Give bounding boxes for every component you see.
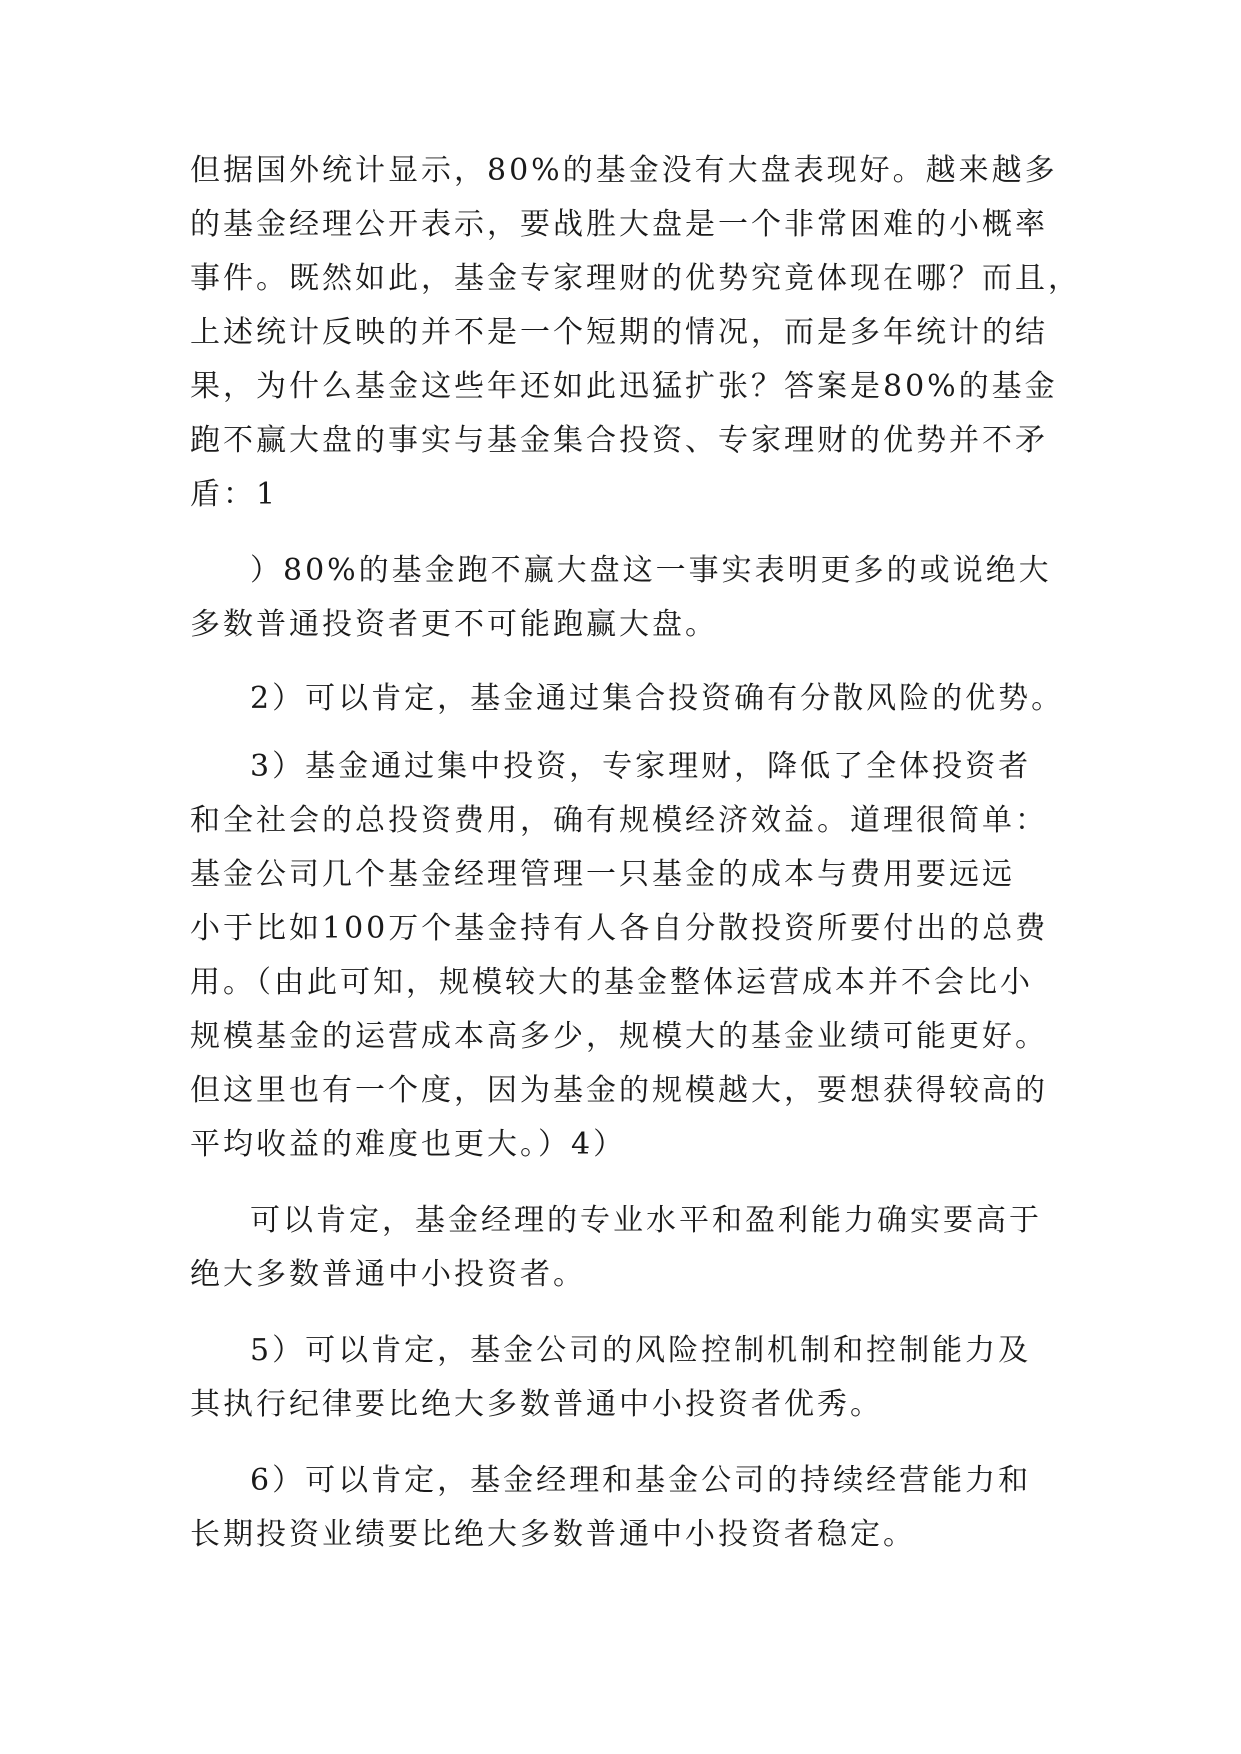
text-line: 的基金经理公开表示，要战胜大盘是一个非常困难的小概率 bbox=[190, 207, 1048, 242]
text-line: ）80%的基金跑不赢大盘这一事实表明更多的或说绝大 bbox=[250, 553, 1052, 588]
text-line: 2）可以肯定，基金通过集合投资确有分散风险的优势。 bbox=[250, 681, 1065, 716]
text-line: 其执行纪律要比绝大多数普通中小投资者优秀。 bbox=[190, 1387, 883, 1422]
text-line: 3）基金通过集中投资，专家理财，降低了全体投资者 bbox=[250, 749, 1032, 784]
text-line: 上述统计反映的并不是一个短期的情况，而是多年统计的结 bbox=[190, 315, 1048, 350]
text-line: 5）可以肯定，基金公司的风险控制机制和控制能力及 bbox=[250, 1333, 1032, 1368]
text-line: 绝大多数普通中小投资者。 bbox=[190, 1257, 586, 1292]
text-line: 事件。既然如此，基金专家理财的优势究竟体现在哪？而且， bbox=[190, 261, 1081, 296]
text-line: 基金公司几个基金经理管理一只基金的成本与费用要远远 bbox=[190, 857, 1015, 892]
text-line: 和全社会的总投资费用，确有规模经济效益。道理很简单： bbox=[190, 803, 1048, 838]
text-line: 平均收益的难度也更大。）4） bbox=[190, 1127, 627, 1162]
text-line: 盾：1 bbox=[190, 477, 279, 512]
text-line: 多数普通投资者更不可能跑赢大盘。 bbox=[190, 607, 718, 642]
text-line: 果，为什么基金这些年还如此迅猛扩张？答案是80%的基金 bbox=[190, 369, 1058, 404]
text-line: 6）可以肯定，基金经理和基金公司的持续经营能力和 bbox=[250, 1463, 1032, 1498]
text-line: 小于比如100万个基金持有人各自分散投资所要付出的总费 bbox=[190, 911, 1049, 946]
text-line: 但据国外统计显示，80%的基金没有大盘表现好。越来越多 bbox=[190, 153, 1058, 188]
text-line: 但这里也有一个度，因为基金的规模越大，要想获得较高的 bbox=[190, 1073, 1048, 1108]
text-line: 跑不赢大盘的事实与基金集合投资、专家理财的优势并不矛 bbox=[190, 423, 1048, 458]
text-line: 长期投资业绩要比绝大多数普通中小投资者稳定。 bbox=[190, 1517, 916, 1552]
text-line: 规模基金的运营成本高多少，规模大的基金业绩可能更好。 bbox=[190, 1019, 1048, 1054]
text-line: 用。（由此可知，规模较大的基金整体运营成本并不会比小 bbox=[190, 965, 1033, 1000]
text-line: 可以肯定，基金经理的专业水平和盈利能力确实要高于 bbox=[250, 1203, 1042, 1238]
